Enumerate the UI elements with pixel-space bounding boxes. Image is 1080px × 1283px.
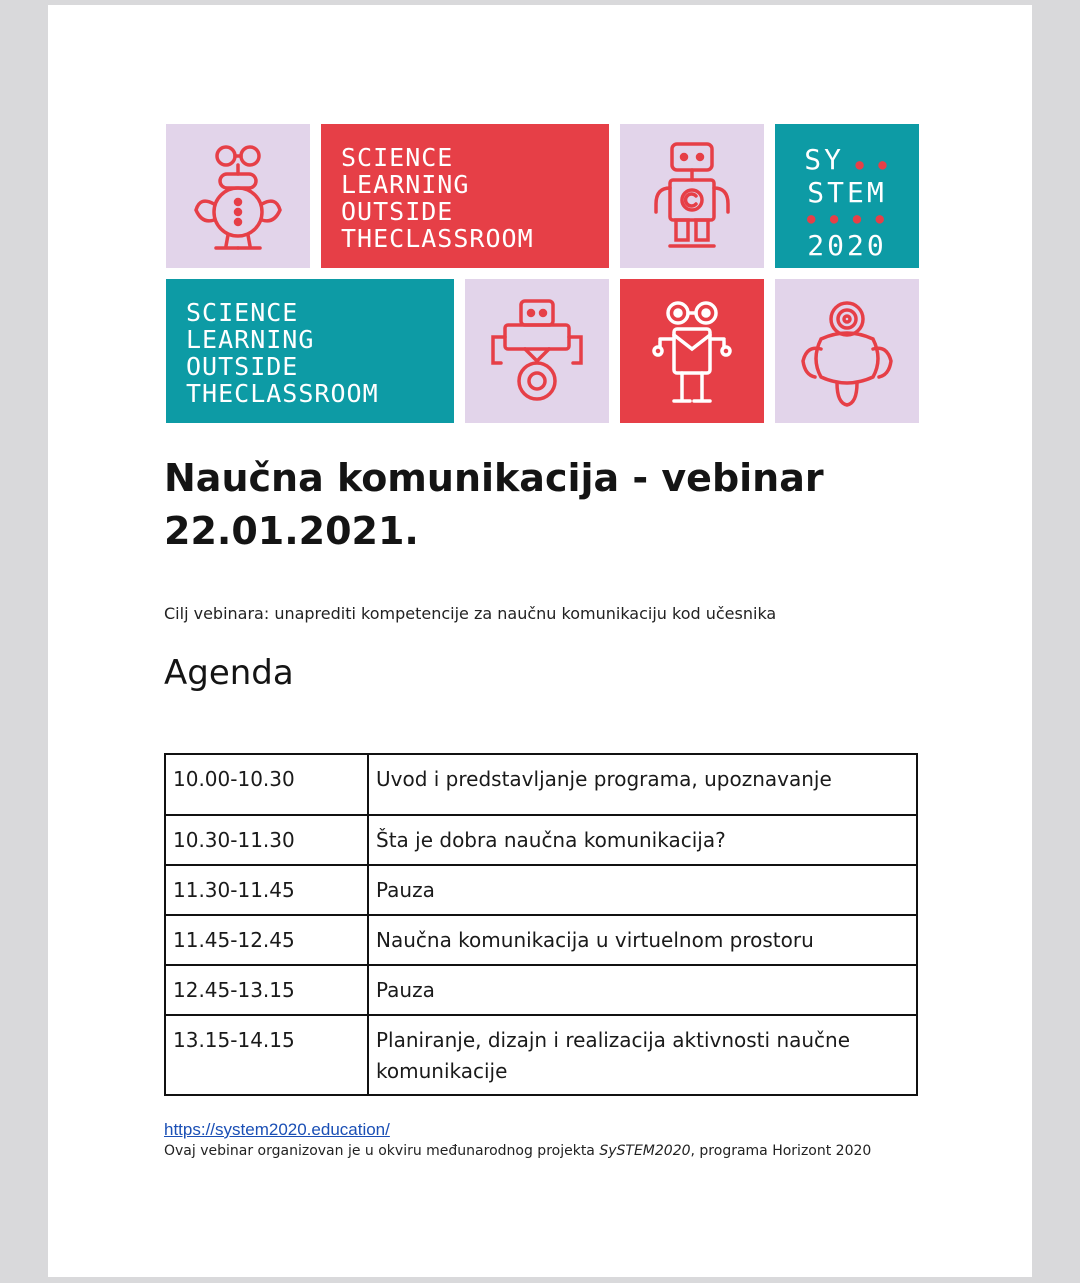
footer-project-name: SySTEM2020 [599,1143,691,1159]
table-row [165,865,917,915]
title-line-2: 22.01.2021. [164,509,419,553]
tagline-text-top: SCIENCE LEARNING OUTSIDE THECLASSROOM [341,143,534,253]
footer-text-after: , programa Horizont 2020 [690,1143,872,1159]
robot-tile-2 [620,124,764,268]
agenda-topic: Planiranje, dizajn i realizacija aktivnosti naučne komunikacije [368,1015,917,1095]
robot-tile-3 [465,279,609,423]
logo-line-1: SY [804,143,844,176]
robot-tile-1 [166,124,310,268]
table-row [165,1015,917,1095]
agenda-time: 11.45-12.45 [165,915,368,965]
robot-tile-4 [620,279,764,423]
title-line-1: Naučna komunikacija - vebinar [164,456,824,500]
agenda-topic: Uvod i predstavljanje programa, upoznavanje [368,754,917,815]
logo-dots-icon: ● ● [844,157,890,173]
agenda-topic: Šta je dobra naučna komunikacija? [368,815,917,865]
agenda-topic: Pauza [368,865,917,915]
footer-note [164,1143,871,1159]
system2020-logo-tile [775,124,919,268]
tagline-tile-top [321,124,609,268]
agenda-topic: Pauza [368,965,917,1015]
robot-tile-5 [775,279,919,423]
webinar-goal: Cilj vebinara: unaprediti kompetencije za naučnu komunikaciju kod učesnika [164,604,777,623]
table-row [165,915,917,965]
agenda-time: 11.30-11.45 [165,865,368,915]
agenda-heading: Agenda [164,653,294,693]
logo-line-3: 2020 [807,229,887,262]
agenda-table [164,753,918,1096]
logo-dot-row-icon: ● ● ● ● [806,211,887,227]
tagline-tile-bottom [166,279,454,423]
footer-text-before: Ovaj vebinar organizovan je u okviru međunarodnog projekta [164,1143,600,1159]
table-row [165,965,917,1015]
agenda-time: 10.00-10.30 [165,754,368,815]
robot-icon-4 [620,279,764,423]
robot-icon-2 [620,124,764,268]
agenda-time: 10.30-11.30 [165,815,368,865]
tagline-text-bottom: SCIENCE LEARNING OUTSIDE THECLASSROOM [186,298,379,408]
project-website-link[interactable]: https://system2020.education/ [164,1120,390,1139]
robot-icon-5 [775,279,919,423]
agenda-time: 13.15-14.15 [165,1015,368,1095]
table-row [165,754,917,815]
logo-line-2: STEM [807,176,887,209]
robot-icon-3 [465,279,609,423]
system2020-logo [775,143,919,262]
page-title [164,453,964,557]
table-row [165,815,917,865]
agenda-time: 12.45-13.15 [165,965,368,1015]
document-page [48,5,1032,1277]
robot-icon-1 [166,124,310,268]
agenda-topic: Naučna komunikacija u virtuelnom prostoru [368,915,917,965]
